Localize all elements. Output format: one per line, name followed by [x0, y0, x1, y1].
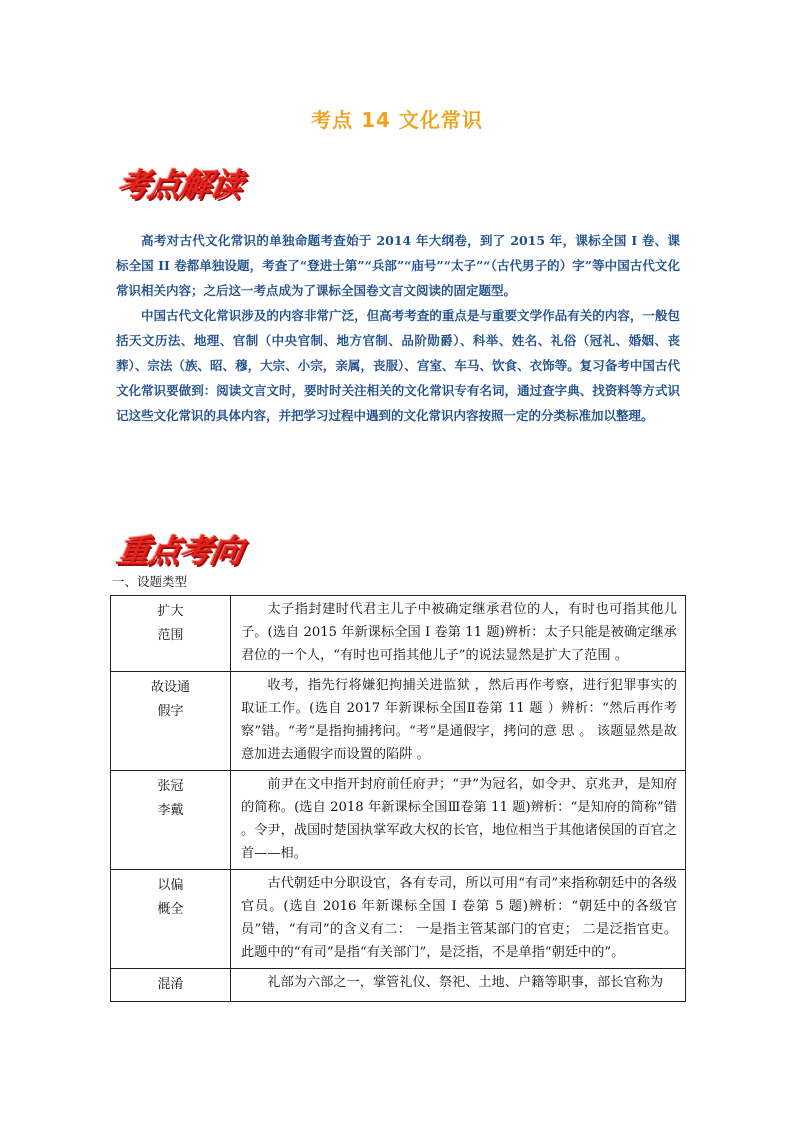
row-label [111, 870, 231, 969]
row-label-line: 概全 [157, 902, 184, 917]
row-description-text: 收考，指先行将嫌犯拘捕关进监狱 ，然后再作考察，进行犯罪事实的取证工作。(选自 2017 年新课标全国Ⅱ卷第 11 题 ）辨析：“然后再作考察”错。“考”是指拘捕拷问。“考”是通假字，拷问的意 思 。 该题显然是故意加进去通假字而设置的陷阱 。 [241, 678, 677, 762]
row-description [231, 672, 686, 771]
intro-paragraph: 高考对古代文化常识的单独命题考查始于 2014 年大纲卷，到了 2015 年，课标全国 I 卷、课标全国 II 卷都单独设题，考查了“登进士第”“兵部”“庙号”“太子”“（古代男子的）字”等中国古代文化常识相关内容；之后这一考点成为了课标全国卷文言文阅读的固定题型。 [116, 233, 680, 298]
row-description-text: 前尹在文中指开封府前任府尹；“尹”为冠名，如令尹、京兆尹，是知府的简称。(选自 2018 年新课标全国Ⅲ卷第 11 题)辨析：“是知府的简称”错 。令尹，战国时楚国执掌军政大权的长官，地位相当于其他诸侯国的百官之首——相。 [241, 777, 677, 861]
table-row [111, 672, 686, 771]
table-row [111, 771, 686, 870]
row-label-line: 扩大 [157, 604, 184, 619]
row-label-line: 假字 [157, 704, 184, 719]
question-types-subheading: 一、设题类型 [112, 574, 188, 589]
row-description [231, 596, 686, 672]
row-label [111, 672, 231, 771]
row-label-line: 张冠 [157, 779, 184, 794]
row-label-line: 混淆 [157, 977, 184, 992]
row-description [231, 771, 686, 870]
row-description [231, 870, 686, 969]
row-label-line: 以偏 [157, 878, 184, 893]
table-row [111, 969, 686, 1002]
table-row [111, 596, 686, 672]
section-heading-focus: 重点考向 [114, 532, 246, 570]
row-description [231, 969, 686, 1002]
row-label [111, 596, 231, 672]
row-label-line: 范围 [157, 628, 184, 643]
row-description-text: 太子指封建时代君主儿子中被确定继承君位的人，有时也可指其他儿子。(选自 2015 年新课标全国 I 卷第 11 题)辨析：太子只能是被确定继承君位的一个人，“有时也可指其他儿子”的说法显然是扩大了范围 。 [241, 602, 677, 663]
question-types-table [110, 595, 686, 1002]
row-label-line: 故设通 [150, 680, 190, 695]
row-description-text: 古代朝廷中分职设官，各有专司，所以可用“有司”来指称朝廷中的各级官员。(选自 2016 年新课标全国 I 卷第 5 题)辨析：“朝廷中的各级官员”错，“有司”的含义有二： 一是指主管某部门的官吏； 二是泛指官吏。此题中的“有司”是指“有关部门”，是泛指，不是单指“朝廷中的”。 [241, 876, 677, 960]
intro-paragraph: 中国古代文化常识涉及的内容非常广泛，但高考考查的重点是与重要文学作品有关的内容，一般包括天文历法、地理、官制（中央官制、地方官制、品阶勋爵）、科举、姓名、礼俗（冠礼、婚姻、丧葬）、宗法（族、昭、穆，大宗、小宗，亲属，丧服）、宫室、车马、饮食、衣饰等。复习备考中国古代文化常识要做到：阅读文言文时，要时时关注相关的文化常识专有名词，通过查字典、找资料等方式识记这些文化常识的具体内容，并把学习过程中遇到的文化常识内容按照一定的分类标准加以整理。 [116, 308, 680, 423]
row-label [111, 771, 231, 870]
intro-text [116, 228, 680, 428]
section-heading-interpretation: 考点解读 [114, 166, 246, 204]
row-description-text: 礼部为六部之一，掌管礼仪、祭祀、土地、户籍等职事，部长官称为 [267, 975, 664, 990]
row-label-line: 李戴 [157, 803, 184, 818]
page-title: 考点 14 文化常识 [311, 108, 483, 132]
table-row [111, 870, 686, 969]
row-label [111, 969, 231, 1002]
